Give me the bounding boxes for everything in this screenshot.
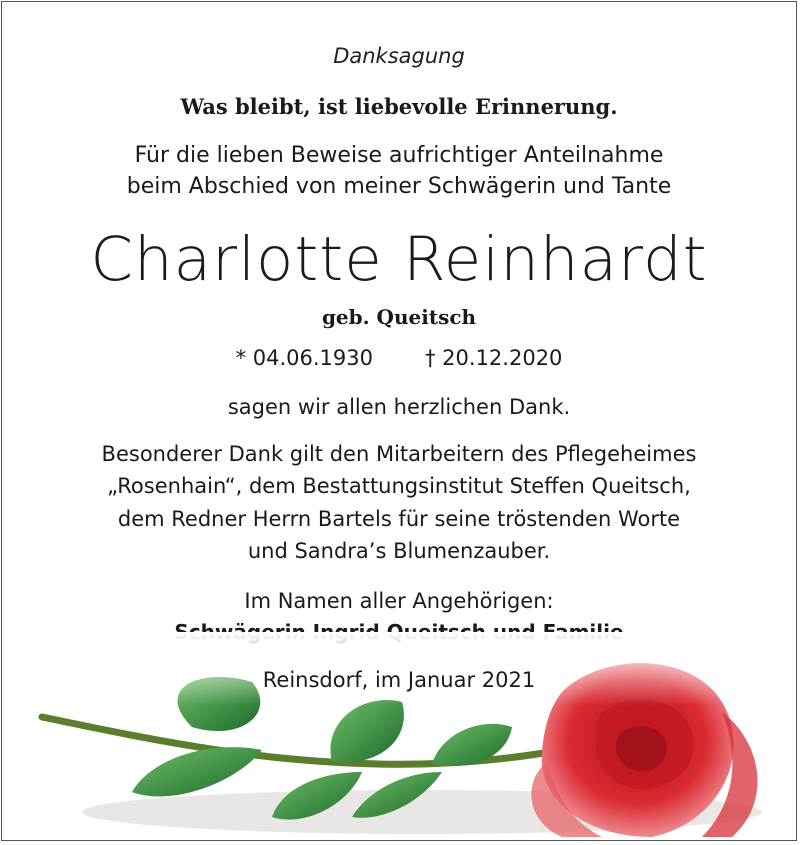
life-dates <box>2 346 796 370</box>
deceased-name: Charlotte Reinhardt <box>90 224 708 295</box>
paragraph-line: und Sandra’s Blumenzauber. <box>247 539 551 563</box>
fade-overlay <box>2 632 797 841</box>
notice-header: Danksagung <box>333 44 465 68</box>
paragraph-line: dem Redner Herrn Bartels für seine tröstenden Worte <box>117 507 681 531</box>
motto: Was bleibt, ist liebevolle Erinnerung. <box>180 94 618 119</box>
maiden-name: geb. Queitsch <box>321 305 477 329</box>
obituary-notice <box>1 1 797 841</box>
death-date: † 20.12.2020 <box>425 346 563 370</box>
thanks-line: sagen wir allen herzlichen Dank. <box>227 395 571 419</box>
place-date: Reinsdorf, im Januar 2021 <box>262 668 536 692</box>
paragraph-line: Besonderer Dank gilt den Mitarbeitern des Pflegeheimes <box>101 442 697 466</box>
intro-line-2: beim Abschied von meiner Schwägerin und Tante <box>126 174 672 199</box>
birth-date: * 04.06.1930 <box>235 346 373 370</box>
on-behalf-line: Im Namen aller Angehörigen: <box>244 589 554 613</box>
paragraph-line: „Rosenhain“, dem Bestattungsinstitut Steffen Queitsch, <box>107 474 691 498</box>
rose-image <box>2 632 797 841</box>
intro-line-1: Für die lieben Beweise aufrichtiger Anteilnahme <box>134 143 664 168</box>
